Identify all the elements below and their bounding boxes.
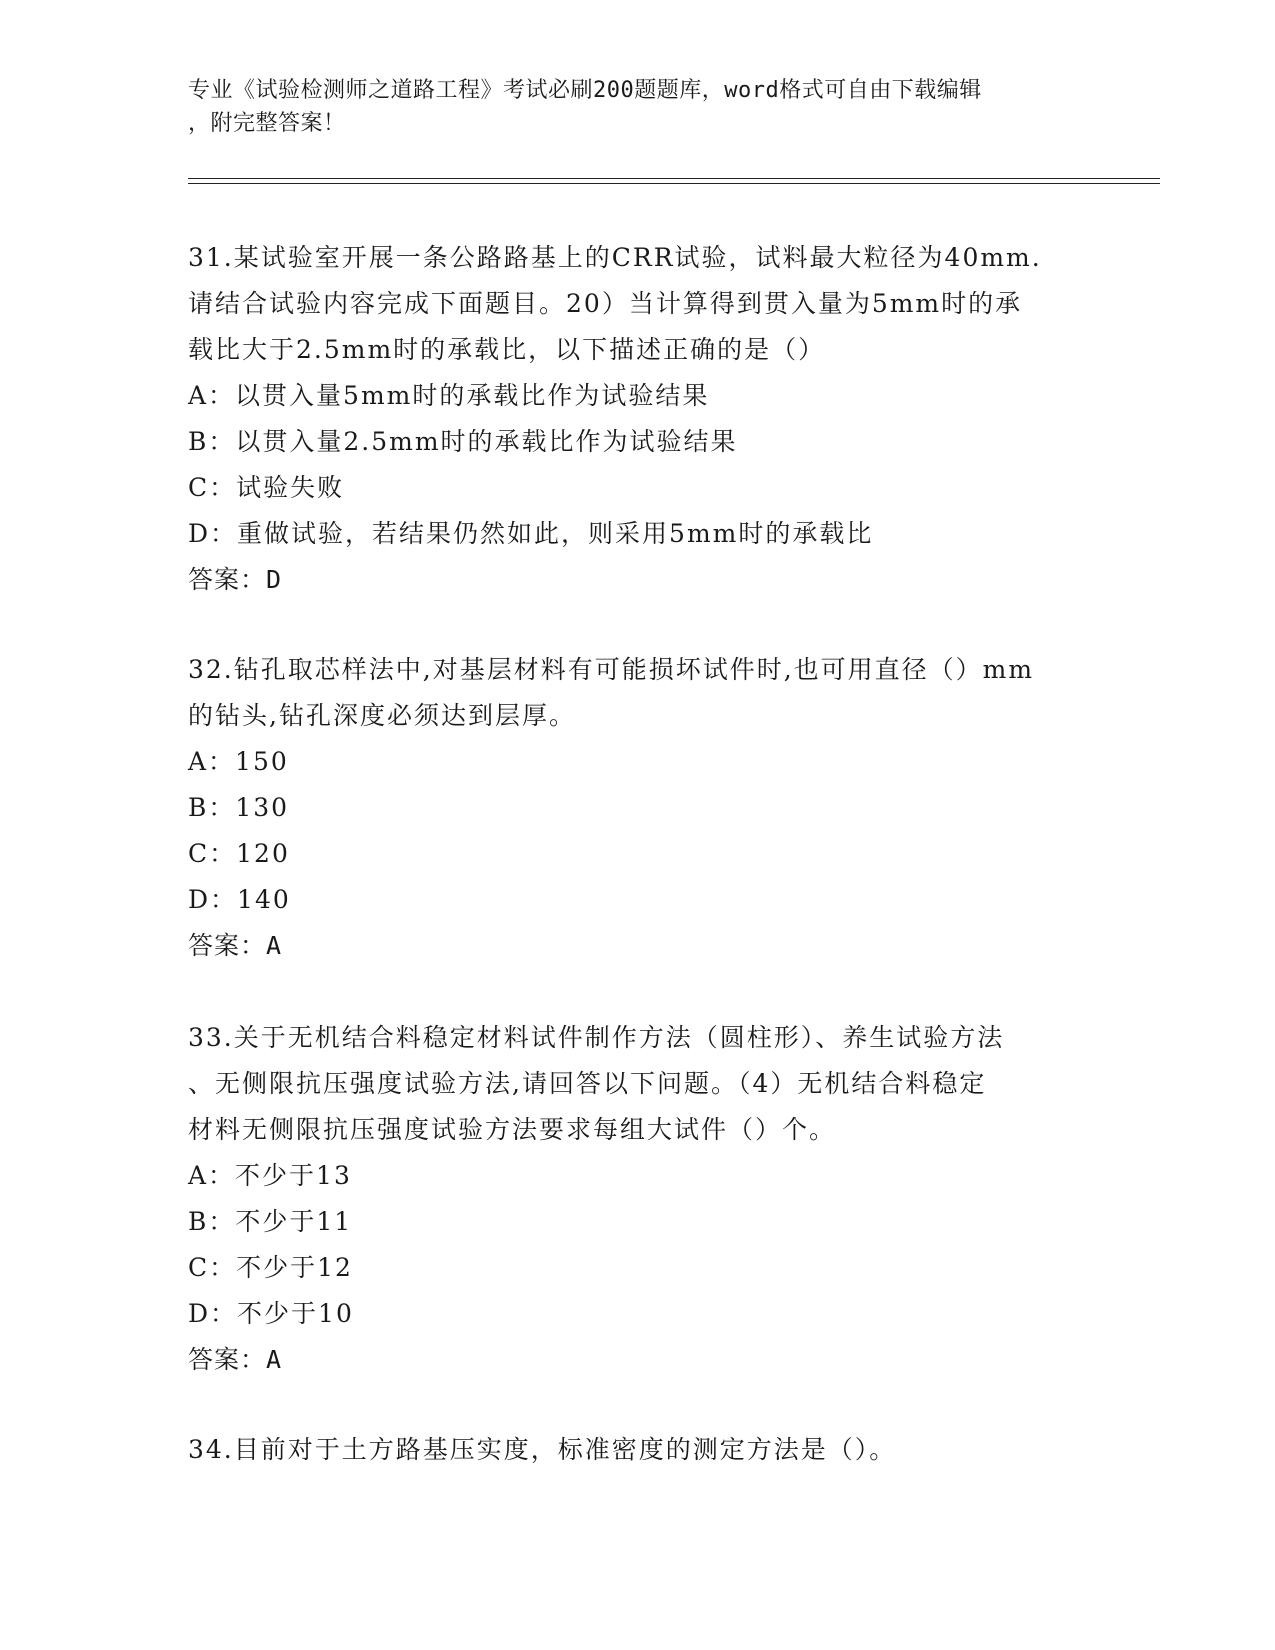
question-text: 33.关于无机结合料稳定材料试件制作方法（圆柱形）、养生试验方法	[188, 1023, 1005, 1052]
document-header	[188, 74, 1068, 140]
option-b: B：以贯入量2.5mm时的承载比作为试验结果	[188, 427, 738, 456]
option-b: B：130	[188, 793, 290, 822]
header-line: ，附完整答案！	[188, 111, 346, 136]
question-34	[188, 1427, 1088, 1473]
question-text: 的钻头,钻孔深度必须达到层厚。	[188, 701, 576, 730]
option-c: C：不少于12	[188, 1253, 353, 1282]
question-text: 材料无侧限抗压强度试验方法要求每组大试件（）个。	[188, 1115, 837, 1144]
question-text: 31.某试验室开展一条公路路基上的CRR试验，试料最大粒径为40mm.	[188, 243, 1042, 272]
question-text: 32.钻孔取芯样法中,对基层材料有可能损坏试件时,也可用直径（）mm	[188, 655, 1035, 684]
option-d: D：140	[188, 885, 291, 914]
option-a: A：不少于13	[188, 1161, 352, 1190]
option-b: B：不少于11	[188, 1207, 353, 1236]
answer-line: 答案：A	[188, 1345, 283, 1374]
answer-line: 答案：D	[188, 565, 283, 594]
question-33	[188, 1015, 1088, 1383]
answer-line: 答案：A	[188, 931, 283, 960]
question-text: 34.目前对于土方路基压实度，标准密度的测定方法是（）。	[188, 1435, 897, 1464]
question-31	[188, 235, 1088, 603]
header-divider	[188, 178, 1160, 179]
question-text: 、无侧限抗压强度试验方法,请回答以下问题。（4）无机结合料稳定	[188, 1069, 987, 1098]
question-text: 请结合试验内容完成下面题目。20）当计算得到贯入量为5mm时的承	[188, 289, 1023, 318]
header-divider	[188, 183, 1160, 184]
option-a: A：150	[188, 747, 289, 776]
question-text: 载比大于2.5mm时的承载比，以下描述正确的是（）	[188, 335, 826, 364]
option-d: D：重做试验，若结果仍然如此，则采用5mm时的承载比	[188, 519, 874, 548]
header-line: 专业《试验检测师之道路工程》考试必刷200题题库，word格式可自由下载编辑	[188, 78, 982, 103]
question-32	[188, 647, 1088, 969]
option-d: D：不少于10	[188, 1299, 354, 1328]
option-a: A：以贯入量5mm时的承载比作为试验结果	[188, 381, 710, 410]
option-c: C：120	[188, 839, 290, 868]
option-c: C：试验失败	[188, 473, 345, 502]
